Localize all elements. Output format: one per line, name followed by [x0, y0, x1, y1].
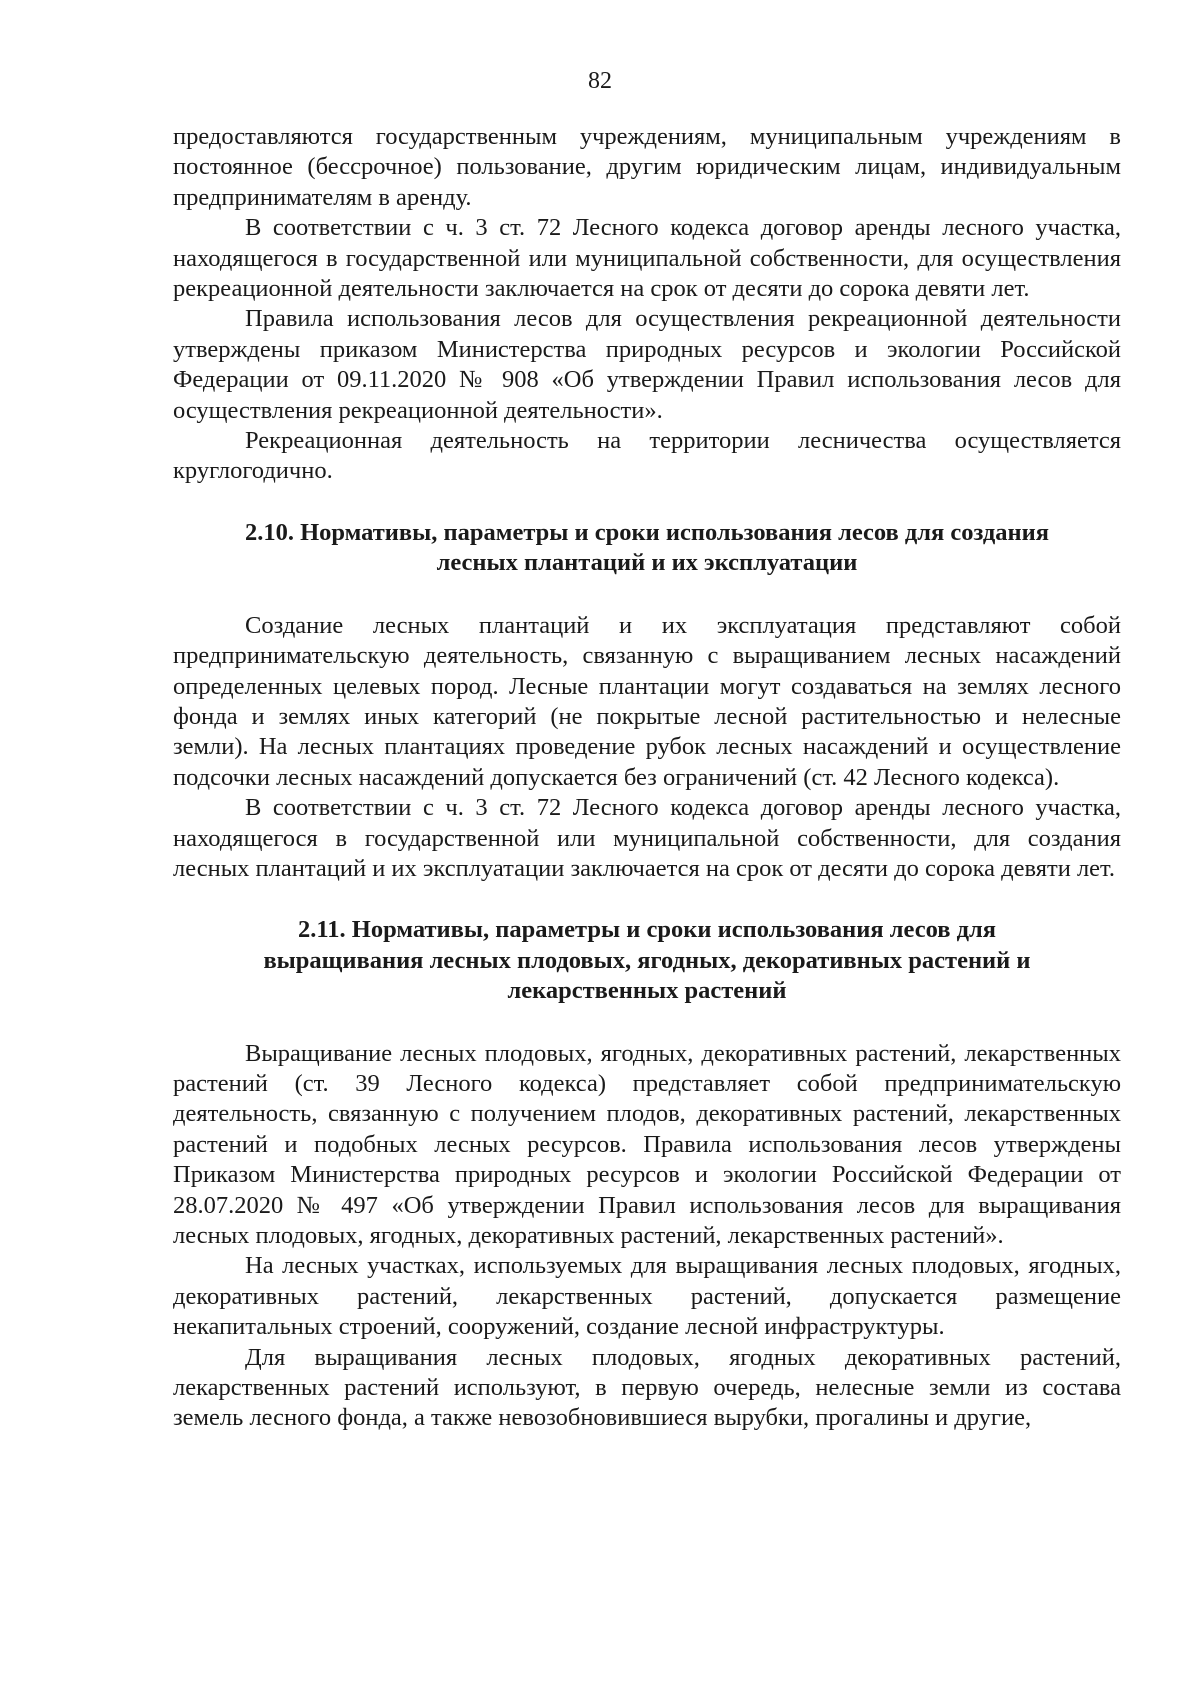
section-heading-2-10-line-2: лесных плантаций и их эксплуатации	[436, 549, 858, 577]
paragraph-plantations-lease-term: В соответствии с ч. 3 ст. 72 Лесного кодекса договор аренды лесного участка, находящегося в государственной или муниципальной собственности, для создания лесных плантаций и их эксплуатации заключается на срок от десяти до сорока девяти лет.	[173, 794, 1121, 882]
page-content	[173, 122, 1121, 1434]
paragraph-recreation-year-round: Рекреационная деятельность на территории лесничества осуществляется круглогодично.	[173, 427, 1121, 485]
paragraph-cultivation-lands: Для выращивания лесных плодовых, ягодных декоративных растений, лекарственных растений используют, в первую очередь, нелесные земли из состава земель лесного фонда, а также невозобновившиеся вырубки, прогалины и другие,	[173, 1343, 1121, 1432]
paragraph-continuation: предоставляются государственным учреждениям, муниципальным учреждениям в постоянное (бессрочное) пользование, другим юридическим лицам, индивидуальным предпринимателям в аренду.	[173, 123, 1121, 211]
section-heading-2-11-line-3: лекарственных растений	[507, 977, 787, 1005]
paragraph-plantations: Создание лесных плантаций и их эксплуатация представляют собой предпринимательскую деятельность, связанную с выращиванием лесных насаждений определенных целевых пород. Лесные плантации могут создаваться на землях лесного фонда и землях иных категорий (не покрытые лесной растительностью и нелесные земли). На лесных плантациях проведение рубок лесных насаждений и осуществление подсочки лесных насаждений допускается без ограничений (ст. 42 Лесного кодекса).	[173, 611, 1121, 791]
paragraph-recreation-rules: Правила использования лесов для осуществления рекреационной деятельности утверждены приказом Министерства природных ресурсов и экологии Российской Федерации от 09.11.2020 № 908 «Об утверждении Правил использования лесов для осуществления рекреационной деятельности».	[173, 305, 1121, 424]
page-number: 82	[588, 68, 612, 94]
paragraph-cultivation-structures: На лесных участках, используемых для выращивания лесных плодовых, ягодных, декоративных растений, лекарственных растений, допускается размещение некапитальных строений, сооружений, создание лесной инфраструктуры.	[173, 1252, 1121, 1341]
section-heading-2-11-line-2: выращивания лесных плодовых, ягодных, декоративных растений и	[263, 946, 1031, 974]
section-heading-2-11	[173, 915, 1121, 1006]
section-heading-2-10	[173, 518, 1121, 579]
section-heading-2-11-line-1: 2.11. Нормативы, параметры и сроки использования лесов для	[298, 916, 996, 944]
paragraph-recreation-lease-term: В соответствии с ч. 3 ст. 72 Лесного кодекса договор аренды лесного участка, находящегося в государственной или муниципальной собственности, для осуществления рекреационной деятельности заключается на срок от десяти до сорока девяти лет.	[173, 214, 1121, 303]
paragraph-cultivation: Выращивание лесных плодовых, ягодных, декоративных растений, лекарственных растений (ст. 39 Лесного кодекса) представляет собой предпринимательскую деятельность, связанную с получением плодов, декоративных растений, лекарственных растений и подобных лесных ресурсов. Правила использования лесов утверждены Приказом Министерства природных ресурсов и экологии Российской Федерации от 28.07.2020 № 497 «Об утверждении Правил использования лесов для выращивания лесных плодовых, ягодных, декоративных растений, лекарственных растений».	[173, 1039, 1121, 1249]
section-heading-2-10-line-1: 2.10. Нормативы, параметры и сроки использования лесов для создания	[244, 518, 1050, 546]
